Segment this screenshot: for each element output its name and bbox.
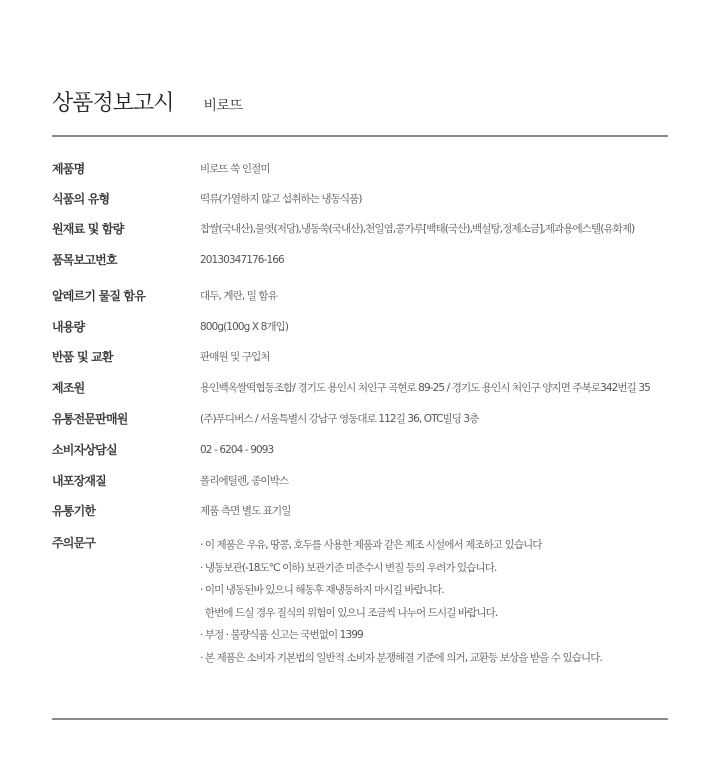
info-row-ingredients <box>52 221 692 237</box>
row-label: 원재료 및 함량 <box>52 222 124 236</box>
row-value: 폴리에틸렌, 종이박스 <box>200 475 289 487</box>
row-label: 소비자상담실 <box>52 443 117 457</box>
caution-note: · 부정 · 불량식품 신고는 국번없이 1399 <box>200 629 363 641</box>
info-row-returns <box>52 349 692 365</box>
page-title: 상품정보고시 <box>52 91 174 116</box>
row-label: 내용량 <box>52 320 85 334</box>
caution-note: · 이미 냉동된바 있으니 해동후 재냉동하지 마시길 바랍니다. <box>200 584 444 596</box>
row-label: 알레르기 물질 함유 <box>52 289 146 303</box>
info-row-allergens <box>52 288 692 304</box>
info-row-manufacturer <box>52 380 692 396</box>
info-row-expiration <box>52 503 692 519</box>
info-row-distributor <box>52 411 692 427</box>
row-value: 용인백옥쌀떡협동조합/ 경기도 용인시 처인구 곡현로 89-25 / 경기도 용인시 처인구 양지면 주북로342번길 35 <box>200 382 650 394</box>
info-row-contents <box>52 319 692 335</box>
caution-notes <box>200 534 602 669</box>
row-value: 비로뜨 쑥 인절미 <box>200 163 270 175</box>
info-row-food-type <box>52 191 692 207</box>
row-label: 반품 및 교환 <box>52 350 113 364</box>
row-value: 대두, 계란, 밀 함유 <box>200 290 277 302</box>
row-label: 제조원 <box>52 381 85 395</box>
caution-note: · 본 제품은 소비자 기본법의 일반적 소비자 분쟁해결 기준에 의거, 교환등 보상을 받을 수 있습니다. <box>200 651 602 664</box>
row-value: 판매원 및 구입처 <box>200 351 270 363</box>
row-value: 떡류(가열하지 않고 섭취하는 냉동식품) <box>200 193 362 205</box>
row-label: 식품의 유형 <box>52 192 110 206</box>
row-label: 유통기한 <box>52 504 96 518</box>
row-value: 02 - 6204 - 9093 <box>200 444 274 456</box>
info-row-customer-service <box>52 442 692 458</box>
bottom-divider <box>52 718 668 720</box>
row-value: 제품 측면 별도 표기일 <box>200 505 291 517</box>
caution-note: 한번에 드실 경우 질식의 위험이 있으니 조금씩 나누어 드시길 바랍니다. <box>200 606 498 619</box>
top-divider <box>52 135 668 137</box>
brand-name: 비로뜨 <box>203 98 243 114</box>
row-value: 찹쌀(국내산),물엿(저당),냉동쑥(국내산),천일염,콩가루[백태(국산),백설탕,정제소금],제과용에스텔(유화제) <box>200 223 635 235</box>
caution-note: · 이 제품은 우유, 땅콩, 호두를 사용한 제품과 같은 제조 시설에서 제조하고 있습니다 <box>200 539 542 551</box>
info-row-report-number <box>52 252 692 268</box>
header <box>52 86 243 117</box>
caution-note: · 냉동보관(-18도℃ 이하) 보관기준 미준수시 변질 등의 우려가 있습니다. <box>200 561 497 574</box>
row-label: 주의문구 <box>52 536 96 550</box>
row-value: 20130347176-166 <box>200 254 284 266</box>
row-label: 품목보고번호 <box>52 253 117 267</box>
info-row-product-name <box>52 161 692 177</box>
row-label: 내포장재질 <box>52 474 106 488</box>
row-value: 800g(100g X 8개입) <box>200 321 289 333</box>
row-value: (주)푸디버스 / 서울특별시 강남구 영동대로 112길 36, OTC빌딩 3층 <box>200 413 479 425</box>
row-label: 유통전문판매원 <box>52 412 128 426</box>
row-label: 제품명 <box>52 162 85 176</box>
info-row-packaging <box>52 473 692 489</box>
